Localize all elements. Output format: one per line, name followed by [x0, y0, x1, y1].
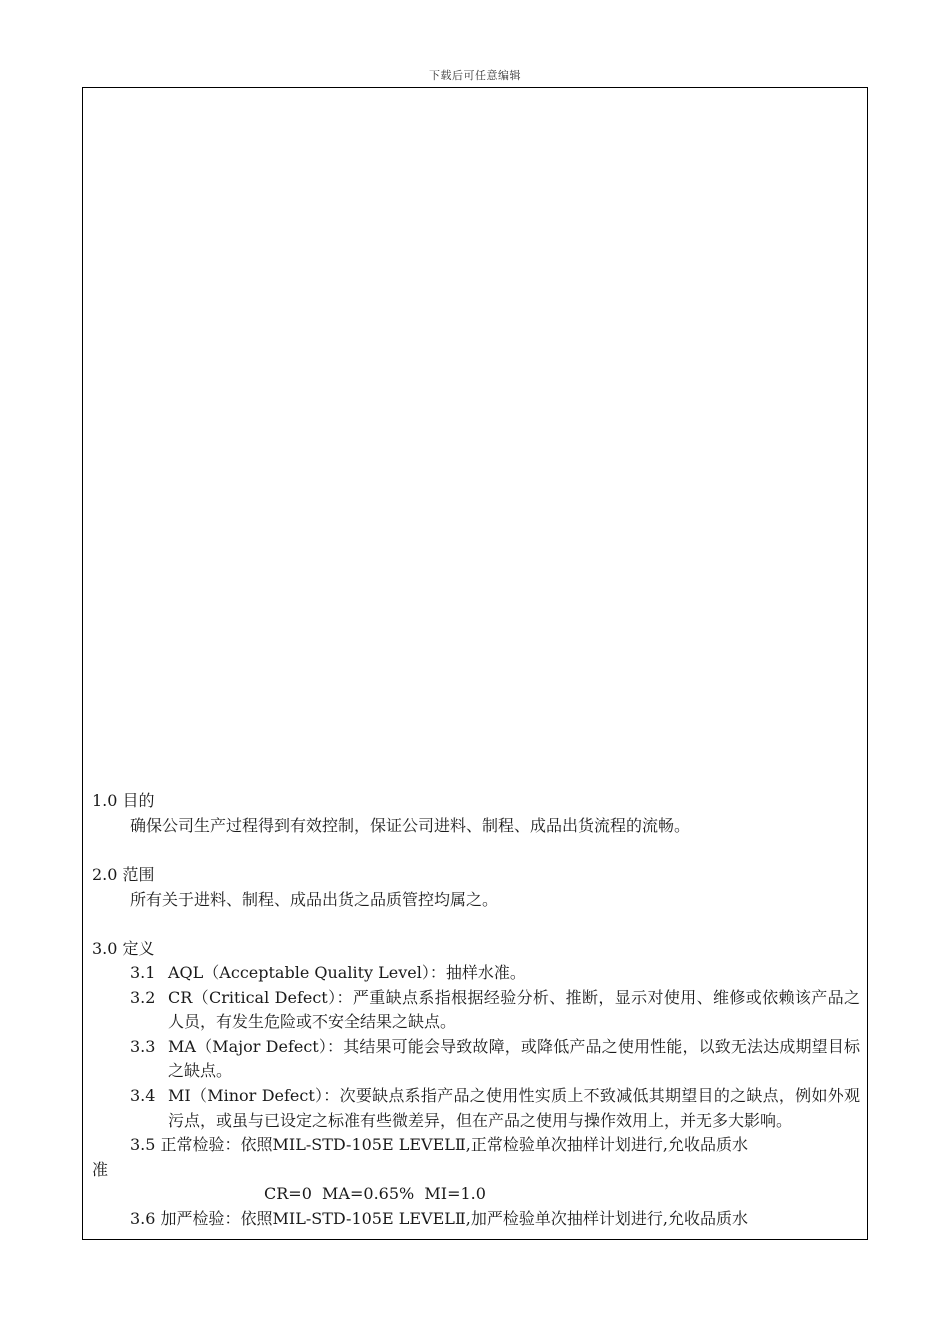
section-body-purpose: 确保公司生产过程得到有效控制，保证公司进料、制程、成品出货流程的流畅。 — [130, 816, 691, 835]
item-text: MI（Minor Defect）：次要缺点系指产品之使用性实质上不致减低其期望目的之缺点，例如外观污点，或虽与已设定之标准有些微差异，但在产品之使用与操作效用上，并无多大影响。 — [168, 1085, 860, 1130]
item-number: 3.3 — [130, 1036, 156, 1056]
item-text: CR（Critical Defect）：严重缺点系指根据经验分析、推断，显示对使用、维修或依赖该产品之人员，有发生危险或不安全结果之缺点。 — [168, 987, 860, 1032]
item-text: 正常检验：依照MIL-STD-105E LEVELⅡ,正常检验单次抽样计划进行,允收品质水 — [160, 1135, 748, 1155]
document-content — [92, 788, 860, 1232]
item-text: MA（Major Defect）：其结果可能会导致故障，或降低产品之使用性能，以致无法达成期望目标之缺点。 — [168, 1036, 860, 1081]
definition-item-mi — [130, 1084, 860, 1133]
document-frame — [82, 87, 868, 1240]
aql-values-line: CR=0 MA=0.65% MI=1.0 — [264, 1184, 486, 1204]
section-heading-scope: 2.0 范围 — [92, 865, 155, 884]
item-number: 3.2 — [130, 987, 156, 1007]
definition-item-cr — [130, 986, 860, 1035]
item-text: AQL（Acceptable Quality Level）：抽样水准。 — [168, 963, 526, 982]
section-heading-purpose: 1.0 目的 — [92, 791, 155, 810]
definition-item-ma — [130, 1035, 860, 1084]
item-number: 3.6 — [130, 1208, 156, 1228]
page-header-note: 下载后可任意编辑 — [429, 69, 521, 82]
definition-item-aql — [130, 961, 860, 986]
section-heading-definitions: 3.0 定义 — [92, 939, 155, 958]
item-text-continuation: 准 — [92, 1159, 109, 1179]
section-gap — [92, 912, 860, 936]
item-number: 3.5 — [130, 1135, 156, 1155]
definition-item-normal-inspection — [92, 1133, 860, 1182]
item-number: 3.4 — [130, 1085, 156, 1105]
item-number: 3.1 — [130, 963, 156, 982]
section-gap — [92, 838, 860, 862]
item-text: 加严检验：依照MIL-STD-105E LEVELⅡ,加严检验单次抽样计划进行,允收品质水 — [160, 1208, 748, 1228]
section-body-scope: 所有关于进料、制程、成品出货之品质管控均属之。 — [130, 890, 499, 909]
definition-item-tightened-inspection — [130, 1207, 860, 1232]
